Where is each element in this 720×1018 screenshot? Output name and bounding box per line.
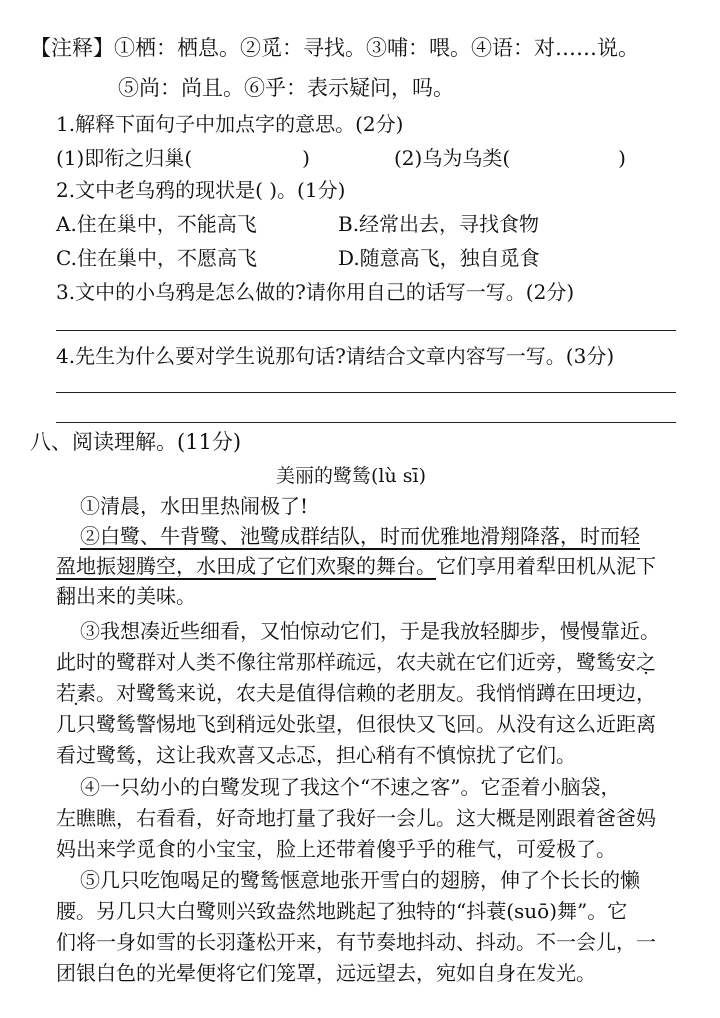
- paragraph-3-line-2-text: 此时的鹭群对人类不像往常那样疏远，农夫就在它们近旁，鹭鸶安: [56, 650, 636, 674]
- question-1-part-a-text: (1)即衔之归巢(: [56, 146, 193, 170]
- question-1-part-b-open: (: [502, 146, 511, 170]
- paragraph-5-line-1-text: ⑤几只吃饱喝足的鹭鸶惬意地张开雪白的翅膀，: [80, 868, 500, 892]
- paragraph-2-line-2-rest: 它们享用着犁田机从泥下: [436, 554, 656, 578]
- notes-line-2: ⑤尚：尚且。⑥乎：表示疑问，吗。: [118, 76, 454, 100]
- question-1-part-b-close: ): [618, 146, 626, 170]
- paragraph-4-line-1: ④一只幼小的白鹭发现了我这个“不速之客”。它歪着小脑袋，: [80, 775, 621, 799]
- paragraph-2-line-3: 翻出来的美味。: [56, 584, 196, 608]
- paragraph-3-line-3-rest: 。对鹭鸶来说，农夫是值得信赖的老朋友。我悄悄蹲在田埂边，: [96, 681, 656, 705]
- watermark-overlay-text: 伸了个长: [500, 868, 580, 892]
- question-1-part-a: [56, 144, 310, 172]
- paragraph-1: ①清晨，水田里热闹极了!: [80, 494, 309, 518]
- paragraph-5-line-1: [80, 866, 640, 894]
- question-2-option-a: A.住在巢中，不能高飞: [56, 212, 257, 236]
- question-3: 3.文中的小乌鸦是怎么做的?请你用自己的话写一写。(2分): [56, 280, 575, 304]
- section-heading: 八、阅读理解。(11分): [30, 430, 242, 454]
- dotted-char: 之: [636, 650, 656, 674]
- paragraph-5-line-4: 团银白色的光晕便将它们笼罩，远远望去，宛如自身在发光。: [56, 961, 596, 985]
- notes-line-1: 【注释】①栖：栖息。②觅：寻找。③哺：喂。④语：对……说。: [30, 36, 639, 60]
- paragraph-5-line-2: 腰。另几只大白鹭则兴致盎然地跳起了独特的“抖蓑(suō)舞”。它: [56, 899, 628, 923]
- paragraph-3-line-1: ③我想凑近些细看，又怕惊动它们，于是我放轻脚步，慢慢靠近。: [80, 619, 660, 643]
- paragraph-3-line-5: 看过鹭鸶，这让我欢喜又忐忑，担心稍有不慎惊扰了它们。: [56, 743, 576, 767]
- passage-title: 美丽的鹭鸶(lù sī): [276, 465, 427, 487]
- question-1-part-b: [394, 144, 626, 172]
- question-2-option-d: D.随意高飞，独自觅食: [338, 246, 540, 270]
- paragraph-3-line-4: 几只鹭鸶警惕地飞到稍远处张望，但很快又飞回。从没有这么近距离: [56, 712, 656, 736]
- paragraph-4-line-2: 左瞧瞧，右看看，好奇地打量了我好一会儿。这大概是刚跟着爸爸妈: [56, 806, 656, 830]
- question-2: 2.文中老乌鸦的现状是( )。(1分): [56, 178, 346, 202]
- question-1-part-a-close: ): [302, 146, 310, 170]
- paragraph-3-line-2: [56, 648, 656, 676]
- paragraph-4-line-3: 妈出来学觅食的小宝宝，脸上还带着傻乎乎的稚气，可爱极了。: [56, 837, 616, 861]
- paragraph-3-line-3: [56, 679, 656, 707]
- paragraph-2-line-2: [56, 552, 656, 580]
- paragraph-5-line-3: 们将一身如雪的长羽蓬松开来，有节奏地抖动、抖动。不一会儿，一: [56, 930, 656, 954]
- answer-line: [56, 392, 676, 393]
- question-1: 1.解释下面句子中加点字的意思。(2分): [56, 112, 404, 136]
- paragraph-2-line-1: ②白鹭、牛背鹭、池鹭成群结队，时而优雅地滑翔降落，时而轻: [80, 524, 640, 548]
- dotted-chars: 若素: [56, 681, 96, 705]
- question-1-part-b-prefix: (2): [394, 146, 423, 170]
- answer-line: [56, 422, 676, 423]
- question-2-option-c: C.住在巢中，不愿高飞: [56, 246, 257, 270]
- paragraph-5-line-1-rest: 长的懒: [580, 868, 640, 892]
- question-2-option-b: B.经常出去，寻找食物: [338, 212, 540, 236]
- answer-line: [56, 330, 676, 331]
- underlined-text: 盈地振翅腾空，水田成了它们欢聚的舞台。: [56, 554, 436, 578]
- question-1-part-b-text: 乌为乌类: [422, 146, 503, 170]
- question-4: 4.先生为什么要对学生说那句话?请结合文章内容写一写。(3分): [56, 344, 615, 368]
